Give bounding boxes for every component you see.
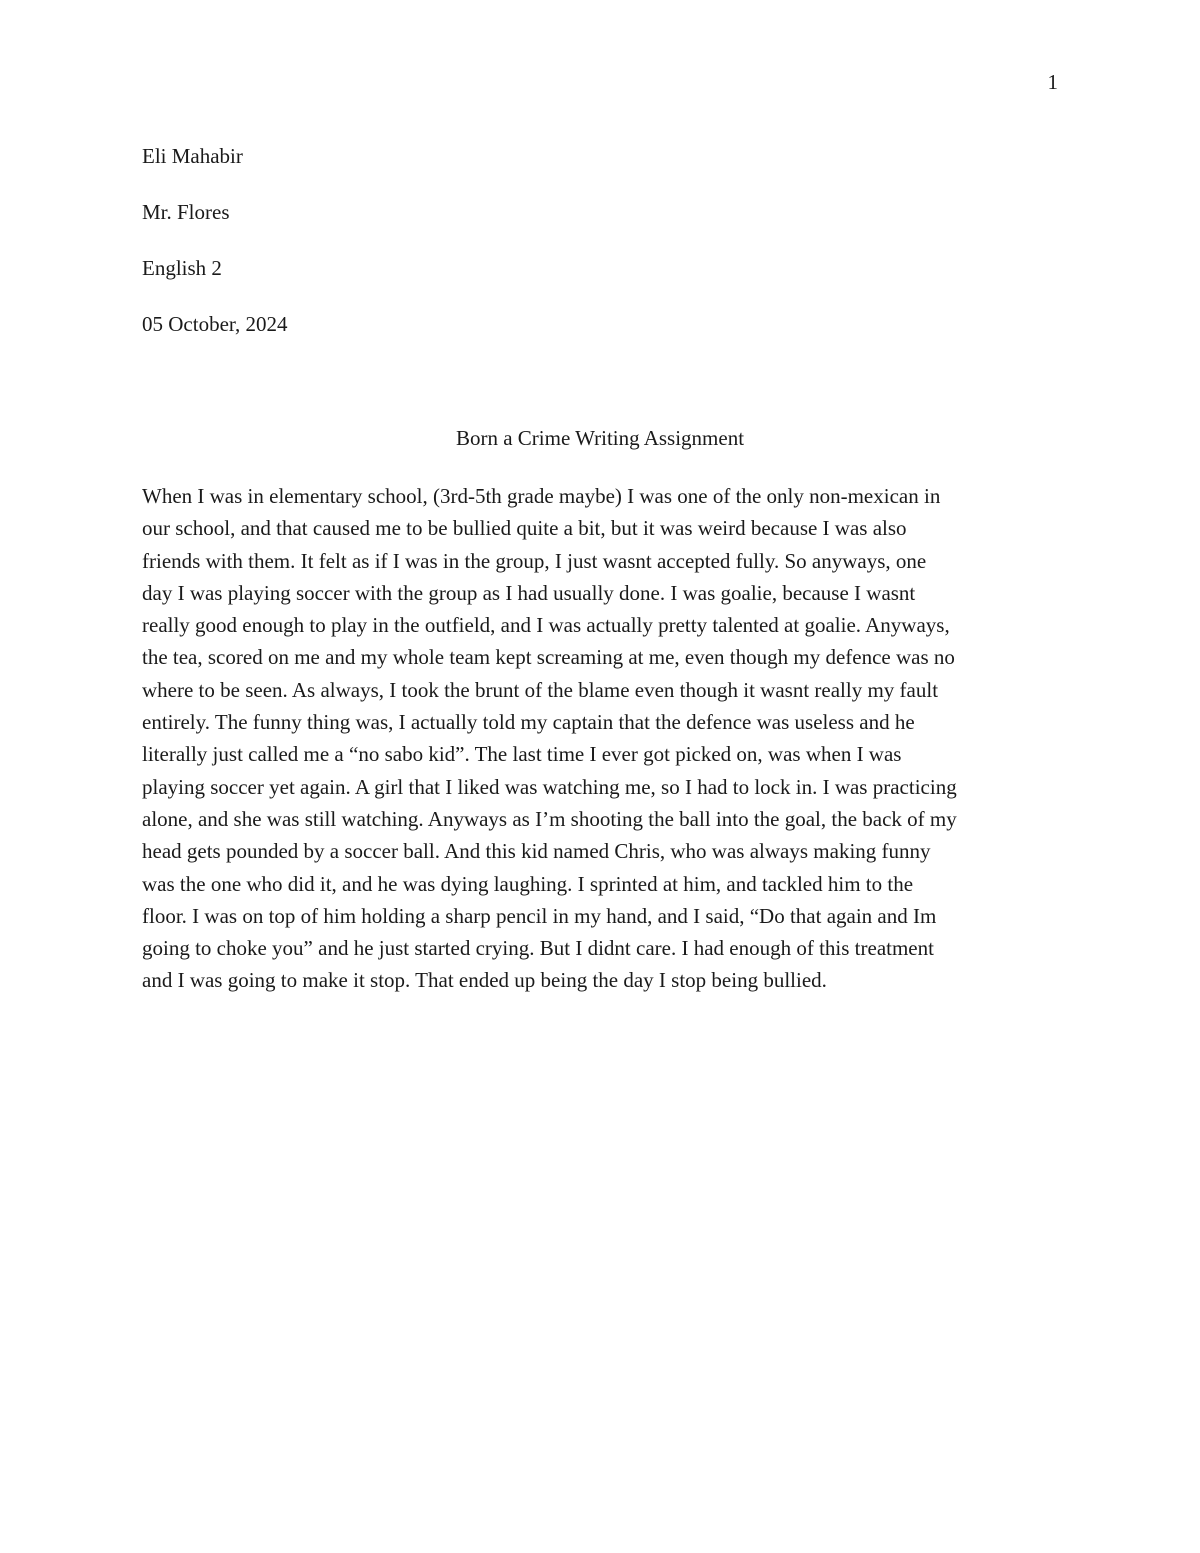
course-name: English 2 — [142, 256, 222, 280]
body-line: going to choke you” and he just started crying. But I didnt care. I had enough of this treatment — [142, 936, 934, 961]
body-line: entirely. The funny thing was, I actually told my captain that the defence was useless and he — [142, 710, 915, 735]
body-line: our school, and that caused me to be bullied quite a bit, but it was weird because I was also — [142, 516, 907, 541]
mla-header — [142, 142, 1058, 366]
assignment-date: 05 October, 2024 — [142, 312, 288, 336]
body-line: where to be seen. As always, I took the brunt of the blame even though it wasnt really my fault — [142, 677, 939, 702]
page-number: 1 — [1047, 70, 1058, 94]
body-line: floor. I was on top of him holding a sharp pencil in my hand, and I said, “Do that again and Im — [142, 903, 937, 928]
body-paragraph — [142, 480, 1058, 997]
body-line: literally just called me a “no sabo kid”. The last time I ever got picked on, was when I was — [142, 742, 902, 767]
teacher-name: Mr. Flores — [142, 200, 230, 224]
body-line: When I was in elementary school, (3rd-5th grade maybe) I was one of the only non-mexican in — [142, 484, 941, 508]
student-name: Eli Mahabir — [142, 144, 243, 168]
body-line: and I was going to make it stop. That ended up being the day I stop being bullied. — [142, 968, 827, 993]
body-line: playing soccer yet again. A girl that I liked was watching me, so I had to lock in. I was practicing — [142, 774, 957, 799]
body-line: friends with them. It felt as if I was in the group, I just wasnt accepted fully. So anyways, one — [142, 548, 927, 573]
body-line: alone, and she was still watching. Anyways as I’m shooting the ball into the goal, the back of my — [142, 806, 957, 831]
document-title: Born a Crime Writing Assignment — [455, 426, 745, 450]
body-line: head gets pounded by a soccer ball. And this kid named Chris, who was always making funny — [142, 839, 931, 864]
body-line: day I was playing soccer with the group as I had usually done. I was goalie, because I wasnt — [142, 580, 916, 605]
body-line: really good enough to play in the outfield, and I was actually pretty talented at goalie. Anyways, — [142, 613, 950, 638]
body-line: was the one who did it, and he was dying laughing. I sprinted at him, and tackled him to the — [142, 871, 914, 896]
body-line: the tea, scored on me and my whole team kept screaming at me, even though my defence was no — [142, 645, 955, 670]
